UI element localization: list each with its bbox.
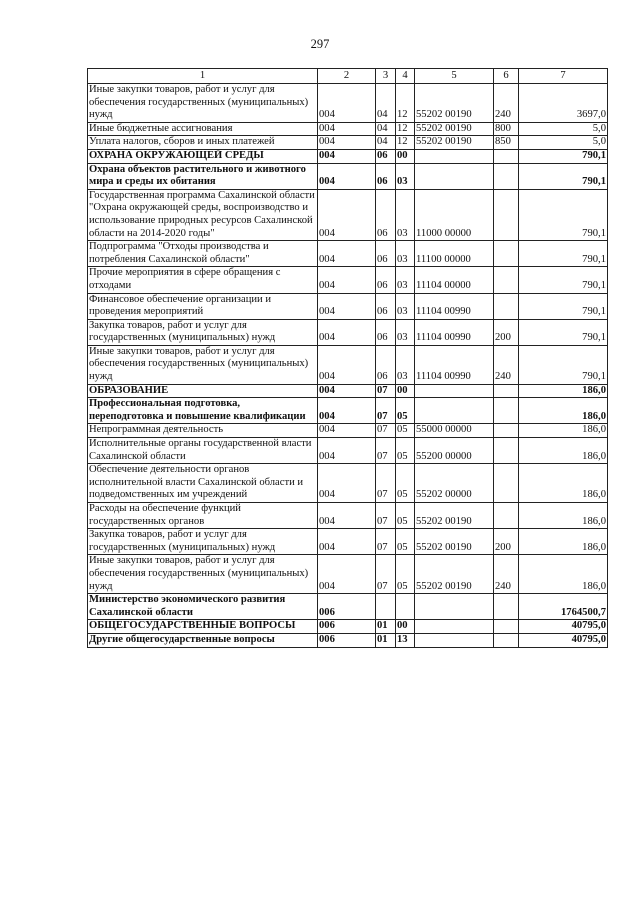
row-name: Иные закупки товаров, работ и услуг для обеспечения государственных (муниципальных) нужд [88, 345, 318, 384]
row-section-code: 06 [376, 267, 396, 293]
row-target-code [415, 149, 494, 163]
row-ministry-code: 004 [318, 384, 376, 398]
row-amount: 1764500,7 [519, 594, 608, 620]
row-name: Исполнительные органы государственной власти Сахалинской области [88, 438, 318, 464]
row-ministry-code: 004 [318, 398, 376, 424]
row-subsection-code: 12 [396, 122, 415, 136]
row-ministry-code: 004 [318, 503, 376, 529]
row-name: Прочие мероприятия в сфере обращения с отходами [88, 267, 318, 293]
row-section-code: 06 [376, 163, 396, 189]
table-row [88, 241, 608, 267]
row-section-code: 04 [376, 136, 396, 150]
row-ministry-code: 004 [318, 267, 376, 293]
row-target-code: 11104 00000 [415, 267, 494, 293]
row-section-code: 07 [376, 555, 396, 594]
row-ministry-code: 004 [318, 345, 376, 384]
row-section-code: 07 [376, 529, 396, 555]
row-section-code: 07 [376, 424, 396, 438]
row-section-code: 04 [376, 122, 396, 136]
row-amount: 186,0 [519, 424, 608, 438]
row-amount: 40795,0 [519, 620, 608, 634]
row-name: Профессиональная подготовка, переподготовка и повышение квалификации [88, 398, 318, 424]
row-amount: 5,0 [519, 122, 608, 136]
row-expense-type-code [494, 384, 519, 398]
row-ministry-code: 004 [318, 529, 376, 555]
row-expense-type-code [494, 293, 519, 319]
row-target-code: 55202 00190 [415, 503, 494, 529]
table-row [88, 345, 608, 384]
row-name: Иные бюджетные ассигнования [88, 122, 318, 136]
row-target-code [415, 163, 494, 189]
row-name: Иные закупки товаров, работ и услуг для обеспечения государственных (муниципальных) нужд [88, 84, 318, 123]
header-col-2: 2 [318, 69, 376, 84]
row-amount: 790,1 [519, 319, 608, 345]
row-amount: 186,0 [519, 464, 608, 503]
row-name: ОБРАЗОВАНИЕ [88, 384, 318, 398]
row-section-code: 06 [376, 345, 396, 384]
header-col-4: 4 [396, 69, 415, 84]
row-section-code: 06 [376, 149, 396, 163]
row-subsection-code: 05 [396, 424, 415, 438]
row-name: Закупка товаров, работ и услуг для государственных (муниципальных) нужд [88, 529, 318, 555]
row-subsection-code: 00 [396, 384, 415, 398]
row-amount: 790,1 [519, 293, 608, 319]
row-subsection-code: 03 [396, 345, 415, 384]
row-expense-type-code [494, 149, 519, 163]
row-subsection-code: 05 [396, 398, 415, 424]
table-row [88, 136, 608, 150]
row-expense-type-code [494, 594, 519, 620]
row-ministry-code: 004 [318, 122, 376, 136]
row-name: Другие общегосударственные вопросы [88, 633, 318, 647]
row-subsection-code: 05 [396, 503, 415, 529]
row-section-code: 04 [376, 84, 396, 123]
row-target-code: 55200 00000 [415, 438, 494, 464]
row-ministry-code: 004 [318, 438, 376, 464]
row-ministry-code: 004 [318, 84, 376, 123]
row-name: Государственная программа Сахалинской области "Охрана окружающей среды, воспроизводство и использование природных ресурсов Сахалинской области на 2014-2020 годы" [88, 189, 318, 240]
row-target-code [415, 384, 494, 398]
row-target-code: 11104 00990 [415, 319, 494, 345]
table-row [88, 529, 608, 555]
row-ministry-code: 004 [318, 424, 376, 438]
header-col-7: 7 [519, 69, 608, 84]
row-subsection-code [396, 594, 415, 620]
row-expense-type-code: 240 [494, 345, 519, 384]
row-amount: 790,1 [519, 241, 608, 267]
row-subsection-code: 05 [396, 529, 415, 555]
budget-table-body [88, 69, 608, 648]
row-target-code: 55202 00000 [415, 464, 494, 503]
header-col-3: 3 [376, 69, 396, 84]
row-subsection-code: 12 [396, 136, 415, 150]
row-subsection-code: 03 [396, 267, 415, 293]
row-ministry-code: 004 [318, 241, 376, 267]
row-subsection-code: 12 [396, 84, 415, 123]
row-name: Расходы на обеспечение функций государственных органов [88, 503, 318, 529]
table-row [88, 163, 608, 189]
header-col-5: 5 [415, 69, 494, 84]
row-amount: 186,0 [519, 398, 608, 424]
row-subsection-code: 03 [396, 241, 415, 267]
table-row [88, 424, 608, 438]
row-target-code: 11000 00000 [415, 189, 494, 240]
row-name: Министерство экономического развития Сахалинской области [88, 594, 318, 620]
row-expense-type-code [494, 633, 519, 647]
row-ministry-code: 004 [318, 163, 376, 189]
table-row [88, 594, 608, 620]
table-row [88, 149, 608, 163]
row-expense-type-code: 200 [494, 319, 519, 345]
row-subsection-code: 03 [396, 189, 415, 240]
row-subsection-code: 03 [396, 163, 415, 189]
row-name: Подпрограмма "Отходы производства и потребления Сахалинской области" [88, 241, 318, 267]
row-amount: 186,0 [519, 529, 608, 555]
row-amount: 3697,0 [519, 84, 608, 123]
table-row [88, 555, 608, 594]
row-target-code: 11100 00000 [415, 241, 494, 267]
table-row [88, 384, 608, 398]
row-expense-type-code: 200 [494, 529, 519, 555]
row-ministry-code: 004 [318, 189, 376, 240]
row-expense-type-code [494, 163, 519, 189]
row-amount: 186,0 [519, 503, 608, 529]
row-amount: 186,0 [519, 555, 608, 594]
row-expense-type-code [494, 398, 519, 424]
row-target-code: 55000 00000 [415, 424, 494, 438]
row-section-code: 06 [376, 293, 396, 319]
table-row [88, 633, 608, 647]
table-row [88, 293, 608, 319]
row-name: Уплата налогов, сборов и иных платежей [88, 136, 318, 150]
row-amount: 790,1 [519, 149, 608, 163]
row-amount: 790,1 [519, 267, 608, 293]
row-expense-type-code [494, 464, 519, 503]
row-ministry-code: 004 [318, 136, 376, 150]
row-section-code [376, 594, 396, 620]
row-expense-type-code: 850 [494, 136, 519, 150]
row-ministry-code: 004 [318, 149, 376, 163]
row-expense-type-code [494, 424, 519, 438]
row-ministry-code: 004 [318, 555, 376, 594]
table-row [88, 84, 608, 123]
row-subsection-code: 05 [396, 555, 415, 594]
row-target-code [415, 398, 494, 424]
row-name: Непрограммная деятельность [88, 424, 318, 438]
budget-table [87, 68, 608, 648]
row-expense-type-code [494, 503, 519, 529]
row-amount: 40795,0 [519, 633, 608, 647]
row-amount: 790,1 [519, 189, 608, 240]
row-section-code: 07 [376, 438, 396, 464]
row-ministry-code: 006 [318, 594, 376, 620]
row-name: Закупка товаров, работ и услуг для государственных (муниципальных) нужд [88, 319, 318, 345]
row-subsection-code: 03 [396, 319, 415, 345]
row-subsection-code: 03 [396, 293, 415, 319]
row-expense-type-code [494, 267, 519, 293]
row-target-code: 55202 00190 [415, 555, 494, 594]
row-amount: 790,1 [519, 345, 608, 384]
row-section-code: 06 [376, 189, 396, 240]
row-name: Обеспечение деятельности органов исполнительной власти Сахалинской области и подведомственных им учреждений [88, 464, 318, 503]
table-row [88, 464, 608, 503]
row-target-code: 55202 00190 [415, 122, 494, 136]
row-subsection-code: 13 [396, 633, 415, 647]
row-target-code: 55202 00190 [415, 136, 494, 150]
row-name: ОБЩЕГОСУДАРСТВЕННЫЕ ВОПРОСЫ [88, 620, 318, 634]
row-expense-type-code [494, 189, 519, 240]
row-expense-type-code [494, 620, 519, 634]
row-section-code: 07 [376, 464, 396, 503]
row-section-code: 07 [376, 384, 396, 398]
row-target-code [415, 620, 494, 634]
table-row [88, 503, 608, 529]
row-ministry-code: 004 [318, 319, 376, 345]
row-name: Финансовое обеспечение организации и проведения мероприятий [88, 293, 318, 319]
row-ministry-code: 006 [318, 620, 376, 634]
row-section-code: 07 [376, 503, 396, 529]
row-expense-type-code [494, 241, 519, 267]
row-name: Иные закупки товаров, работ и услуг для обеспечения государственных (муниципальных) нужд [88, 555, 318, 594]
row-amount: 186,0 [519, 384, 608, 398]
row-ministry-code: 004 [318, 293, 376, 319]
header-col-6: 6 [494, 69, 519, 84]
table-row [88, 122, 608, 136]
table-row [88, 189, 608, 240]
row-target-code: 55202 00190 [415, 529, 494, 555]
row-ministry-code: 004 [318, 464, 376, 503]
row-subsection-code: 00 [396, 620, 415, 634]
row-name: ОХРАНА ОКРУЖАЮЩЕЙ СРЕДЫ [88, 149, 318, 163]
row-name: Охрана объектов растительного и животного мира и среды их обитания [88, 163, 318, 189]
row-subsection-code: 05 [396, 438, 415, 464]
row-target-code [415, 633, 494, 647]
row-target-code: 11104 00990 [415, 345, 494, 384]
row-amount: 5,0 [519, 136, 608, 150]
row-section-code: 06 [376, 241, 396, 267]
table-row [88, 319, 608, 345]
row-target-code [415, 594, 494, 620]
row-section-code: 06 [376, 319, 396, 345]
row-target-code: 55202 00190 [415, 84, 494, 123]
table-row [88, 438, 608, 464]
row-amount: 790,1 [519, 163, 608, 189]
table-row [88, 267, 608, 293]
row-target-code: 11104 00990 [415, 293, 494, 319]
page-number: 297 [310, 37, 330, 51]
table-header-row [88, 69, 608, 84]
table-row [88, 398, 608, 424]
header-col-1: 1 [88, 69, 318, 84]
row-expense-type-code [494, 438, 519, 464]
row-section-code: 07 [376, 398, 396, 424]
row-amount: 186,0 [519, 438, 608, 464]
row-section-code: 01 [376, 633, 396, 647]
row-section-code: 01 [376, 620, 396, 634]
row-subsection-code: 00 [396, 149, 415, 163]
row-expense-type-code: 240 [494, 555, 519, 594]
row-expense-type-code: 240 [494, 84, 519, 123]
row-subsection-code: 05 [396, 464, 415, 503]
row-expense-type-code: 800 [494, 122, 519, 136]
table-row [88, 620, 608, 634]
row-ministry-code: 006 [318, 633, 376, 647]
